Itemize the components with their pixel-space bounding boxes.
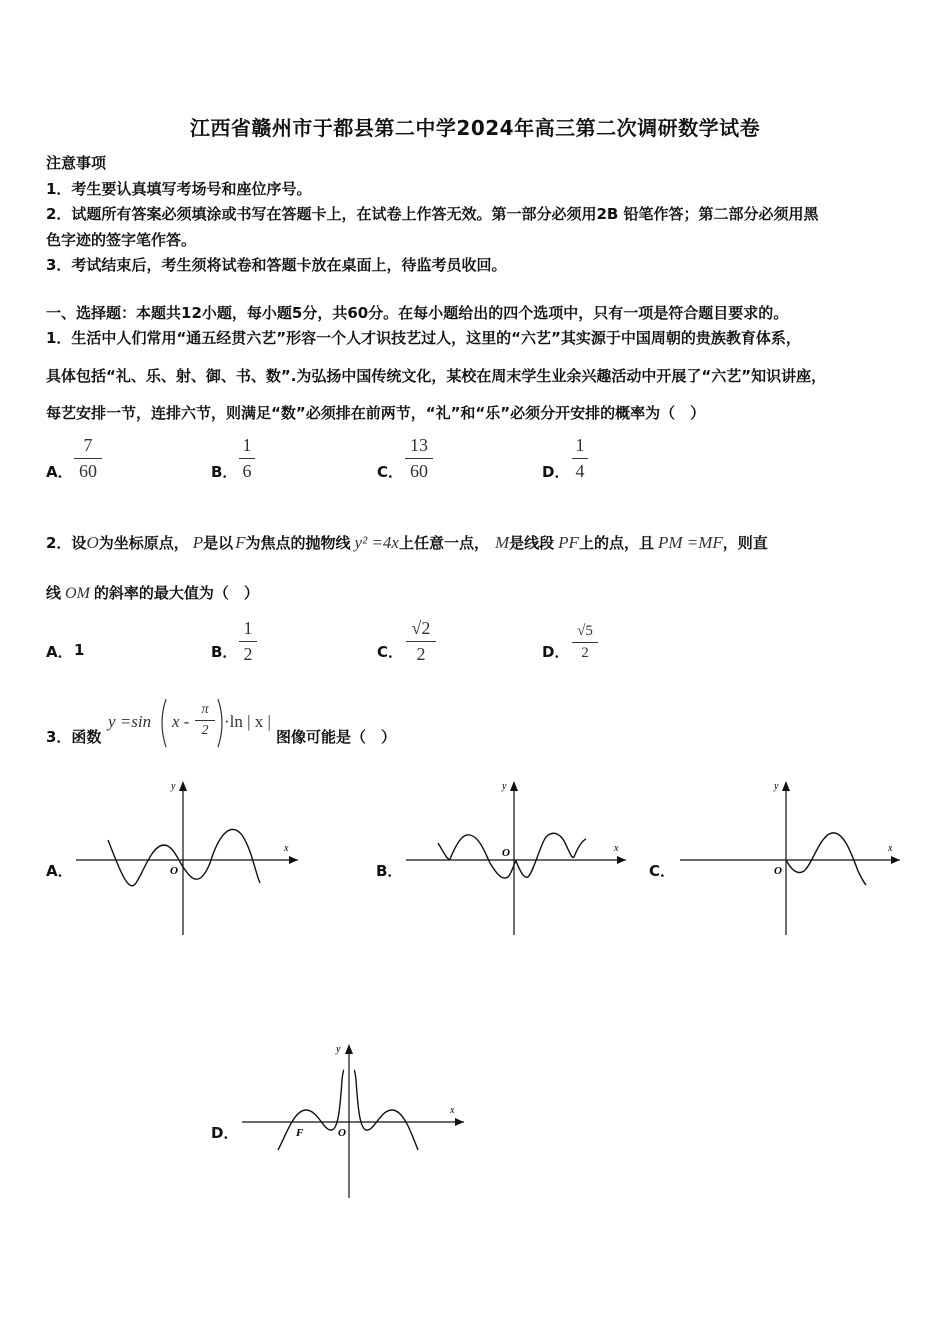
question-1-text: 1．生活中人们常用“通五经贯六艺”形容一个人才识技艺过人，这里的“六艺”其实源于中国周朝的贵族教育体系， (46, 329, 801, 347)
y-label: y (502, 781, 507, 792)
denominator: 2 (243, 644, 253, 664)
numerator: 13 (410, 435, 428, 455)
q3-function-equation (108, 712, 151, 732)
math-OM: OM (65, 585, 90, 602)
q2-option-d-label: D． (542, 643, 570, 661)
y-label: y (171, 781, 176, 792)
math-parabola-equation: y² =4x (354, 533, 399, 552)
math-P: P (192, 533, 204, 552)
point-f-label: F (296, 1127, 304, 1139)
q1-option-c-fraction (405, 435, 433, 482)
q3-option-a-label: A． (46, 862, 73, 880)
q3-option-b-label: B． (376, 862, 403, 880)
page-title: 江西省赣州市于都县第二中学2024年高三第二次调研数学试卷 (189, 116, 761, 140)
denominator: 2 (581, 645, 589, 661)
numerator: 7 (83, 435, 93, 455)
text: ，则直 (722, 534, 768, 552)
q1-option-d-fraction (572, 435, 588, 482)
q1-option-a-fraction (74, 435, 102, 482)
q2-option-b-label: B． (211, 643, 238, 661)
q2-option-d-fraction (572, 623, 598, 662)
q2-option-a-label: A． (46, 643, 73, 661)
x-label: x (888, 843, 893, 854)
denominator: 4 (575, 461, 585, 481)
function-curve (786, 833, 866, 885)
text: 线 (46, 584, 62, 602)
question-1-text: 具体包括“礼、乐、射、御、书、数”.为弘扬中国传统文化，某校在周末学生业余兴趣活动中开展了“六艺”知识讲座， (46, 367, 827, 385)
denominator: 2 (201, 723, 209, 738)
notice-item: 2．试题所有答案必须填涂或书写在答题卡上，在试卷上作答无效。第一部分必须用2B 铅笔作答；第二部分必须用黑 (46, 205, 819, 223)
x-label: x (284, 843, 289, 854)
denominator: 2 (416, 644, 426, 664)
q3-option-d-label: D． (211, 1124, 239, 1142)
function-curve (438, 833, 586, 878)
x-label: x (614, 843, 619, 854)
math-PF: PF (558, 533, 579, 552)
text: 为坐标原点， (98, 534, 189, 552)
y-axis-arrow-icon (510, 781, 518, 791)
graph-b (400, 775, 635, 940)
q2-option-a-value: 1 (74, 641, 85, 659)
denominator: 6 (242, 461, 252, 481)
question-2-line-2 (46, 582, 259, 603)
q1-option-b-label: B． (211, 463, 238, 481)
x-label: x (450, 1105, 455, 1116)
math-F: F (235, 533, 246, 552)
text: 2．设 (46, 534, 87, 552)
y-label: y (336, 1044, 341, 1055)
y-axis-arrow-icon (782, 781, 790, 791)
text: 的斜率的最大值为（ ） (93, 584, 259, 602)
notice-item: 色字迹的签字笔作答。 (46, 231, 197, 249)
function-curve-left (278, 1070, 344, 1150)
q1-option-b-fraction (239, 435, 255, 482)
math-ln-abs-x: ·ln | x | (224, 712, 271, 731)
notice-item: 3．考试结束后，考生须将试卷和答题卡放在桌面上，待监考员收回。 (46, 256, 507, 274)
math-M: M (494, 533, 510, 552)
math-O: O (86, 533, 99, 552)
y-axis-arrow-icon (179, 781, 187, 791)
origin-label: O (170, 865, 178, 877)
notice-heading: 注意事项 (46, 154, 107, 172)
origin-label: O (502, 847, 510, 859)
q1-option-c-label: C． (377, 463, 404, 481)
graph-d (238, 1040, 470, 1202)
text: 上任意一点， (398, 534, 489, 552)
math-y-sin: y =sin (108, 712, 152, 731)
numerator: 1 (575, 435, 585, 455)
function-curve-right (354, 1070, 418, 1150)
x-axis-arrow-icon (617, 856, 626, 864)
numerator: √5 (577, 623, 593, 639)
math-x-minus: x - (172, 712, 190, 731)
text: 为焦点的抛物线 (245, 534, 351, 552)
x-axis-arrow-icon (289, 856, 298, 864)
notice-item: 1．考生要认真填写考场号和座位序号。 (46, 180, 312, 198)
function-curve (108, 829, 260, 885)
section-heading: 一、选择题：本题共12小题，每小题5分，共60分。在每小题给出的四个选项中，只有一项是符合题目要求的。 (46, 304, 789, 322)
question-2-line-1 (46, 532, 768, 553)
math-segment-equation: PM =MF (657, 533, 723, 552)
question-1-text: 每艺安排一节，连排六节，则满足“数”必须排在前两节，“礼”和“乐”必须分开安排的概率为（ ） (46, 404, 706, 422)
q2-option-b-fraction (239, 618, 257, 665)
graph-a (70, 775, 310, 940)
q2-option-c-fraction (406, 618, 436, 665)
denominator: 60 (79, 461, 97, 481)
text: 是以 (203, 534, 234, 552)
q1-option-a-label: A． (46, 463, 73, 481)
origin-label: O (338, 1127, 346, 1139)
text: 上的点，且 (578, 534, 654, 552)
numerator: √2 (411, 618, 431, 638)
y-label: y (774, 781, 779, 792)
question-3-prefix: 3．函数 (46, 728, 102, 746)
denominator: 60 (410, 461, 428, 481)
numerator: 1 (242, 435, 252, 455)
y-axis-arrow-icon (345, 1044, 353, 1054)
x-axis-arrow-icon (455, 1118, 464, 1126)
q3-option-c-label: C． (649, 862, 676, 880)
question-3-suffix: 图像可能是（ ） (276, 728, 397, 746)
q1-option-d-label: D． (542, 463, 570, 481)
numerator: 1 (243, 618, 253, 638)
origin-label: O (774, 865, 782, 877)
numerator: π (201, 702, 209, 717)
graph-c (676, 775, 906, 940)
text: 是线段 (509, 534, 555, 552)
x-axis-arrow-icon (891, 856, 900, 864)
q2-option-c-label: C． (377, 643, 404, 661)
